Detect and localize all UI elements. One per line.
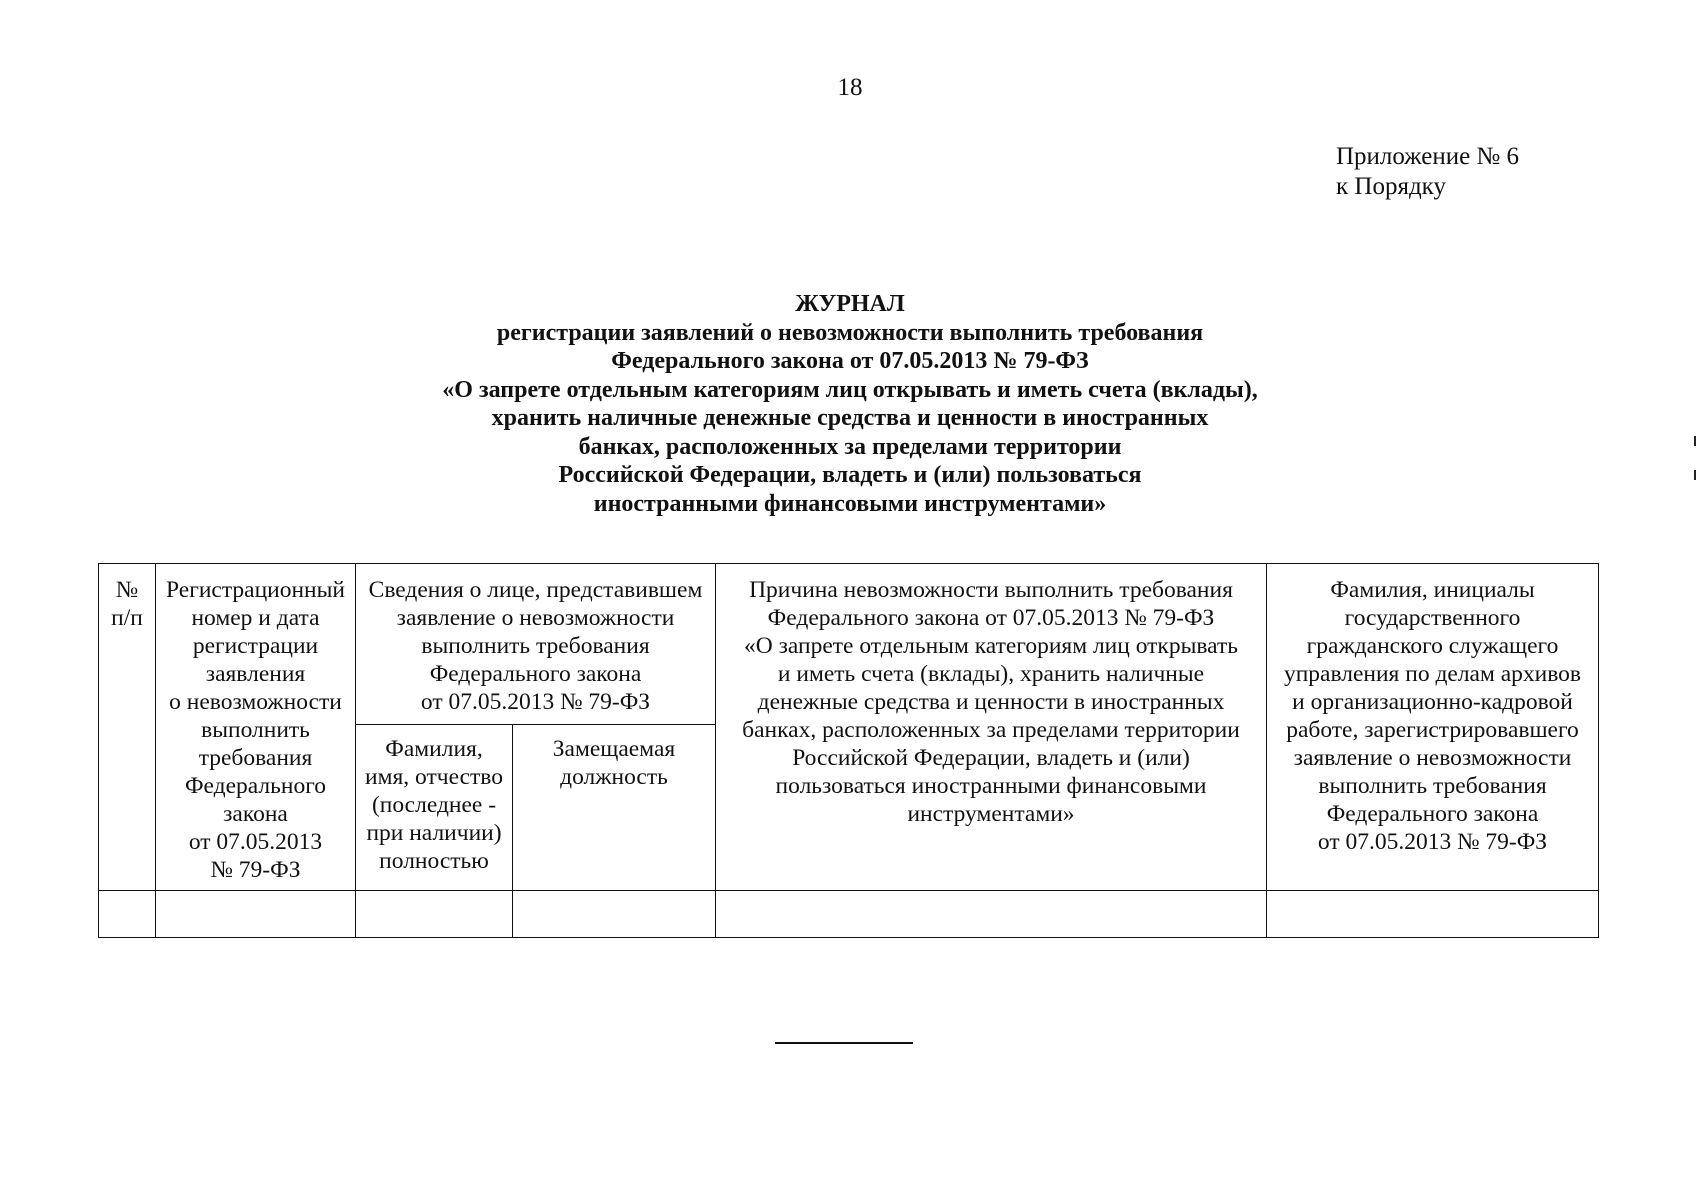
appendix-line-2: к Порядку — [1336, 173, 1446, 200]
header-registrar-text: Фамилия, инициалы государственного гражданского служащего управления по делам архивов и организационно-кадровой работе, зарегистрировавшего заявление о невозможности выполнить требования Федерального закона от 07.05.2013 № 79-ФЗ — [1283, 577, 1582, 855]
header-person-name-text: Фамилия, имя, отчество (последнее - при наличии) полностью — [365, 736, 503, 874]
title-line: Российской Федерации, владеть и (или) пользоваться — [558, 462, 1142, 488]
footnote-separator — [775, 1042, 913, 1044]
header-person-name — [356, 725, 513, 891]
header-reason — [716, 564, 1267, 891]
scan-edge-mark — [1694, 436, 1696, 446]
header-registrar — [1267, 564, 1599, 891]
title-heading: ЖУРНАЛ — [795, 291, 905, 317]
table-cell[interactable] — [356, 891, 513, 938]
header-registration — [156, 564, 356, 891]
header-reason-text: Причина невозможности выполнить требования Федерального закона от 07.05.2013 № 79-ФЗ «О запрете отдельным категориям лиц открывать и иметь счета (вклады), хранить наличные денежные средства и ценности в иностранных банках, расположенных за пределами территории Российской Федерации, владеть и (или) пользоваться иностранными финансовыми инструментами» — [742, 577, 1240, 827]
header-person-info-text: Сведения о лице, представившем заявление о невозможности выполнить требования Федерального закона от 07.05.2013 № 79-ФЗ — [368, 577, 703, 715]
header-person-position — [513, 725, 716, 891]
title-line: банках, расположенных за пределами территории — [578, 433, 1122, 460]
table-cell[interactable] — [513, 891, 716, 938]
appendix-line-1: Приложение № 6 — [1336, 143, 1520, 170]
title-line: иностранными финансовыми инструментами» — [593, 490, 1107, 517]
table-cell[interactable] — [156, 891, 356, 938]
table-row — [99, 891, 1599, 938]
document-title — [0, 290, 1700, 518]
header-registration-text: Регистрационный номер и дата регистрации заявления о невозможности выполнить требования Федерального закона от 07.05.2013 № 79-ФЗ — [166, 577, 345, 883]
header-person-position-text: Замещаемая должность — [552, 736, 676, 790]
title-line: хранить наличные денежные средства и ценности в иностранных — [491, 405, 1209, 431]
appendix-note — [1336, 142, 1519, 202]
journal-table — [98, 563, 1599, 938]
page-number: 18 — [837, 74, 863, 101]
header-number — [99, 564, 156, 891]
header-number-text: № п/п — [111, 577, 143, 631]
scan-edge-mark — [1694, 470, 1696, 480]
title-line: «О запрете отдельным категориям лиц открывать и иметь счета (вклады), — [442, 376, 1258, 403]
table-cell[interactable] — [1267, 891, 1599, 938]
header-person-info — [356, 564, 716, 725]
table-cell[interactable] — [99, 891, 156, 938]
table-header-row — [99, 564, 1599, 725]
title-line: Федерального закона от 07.05.2013 № 79-ФЗ — [611, 348, 1089, 374]
table-cell[interactable] — [716, 891, 1267, 938]
title-line: регистрации заявлений о невозможности выполнить требования — [496, 319, 1204, 346]
